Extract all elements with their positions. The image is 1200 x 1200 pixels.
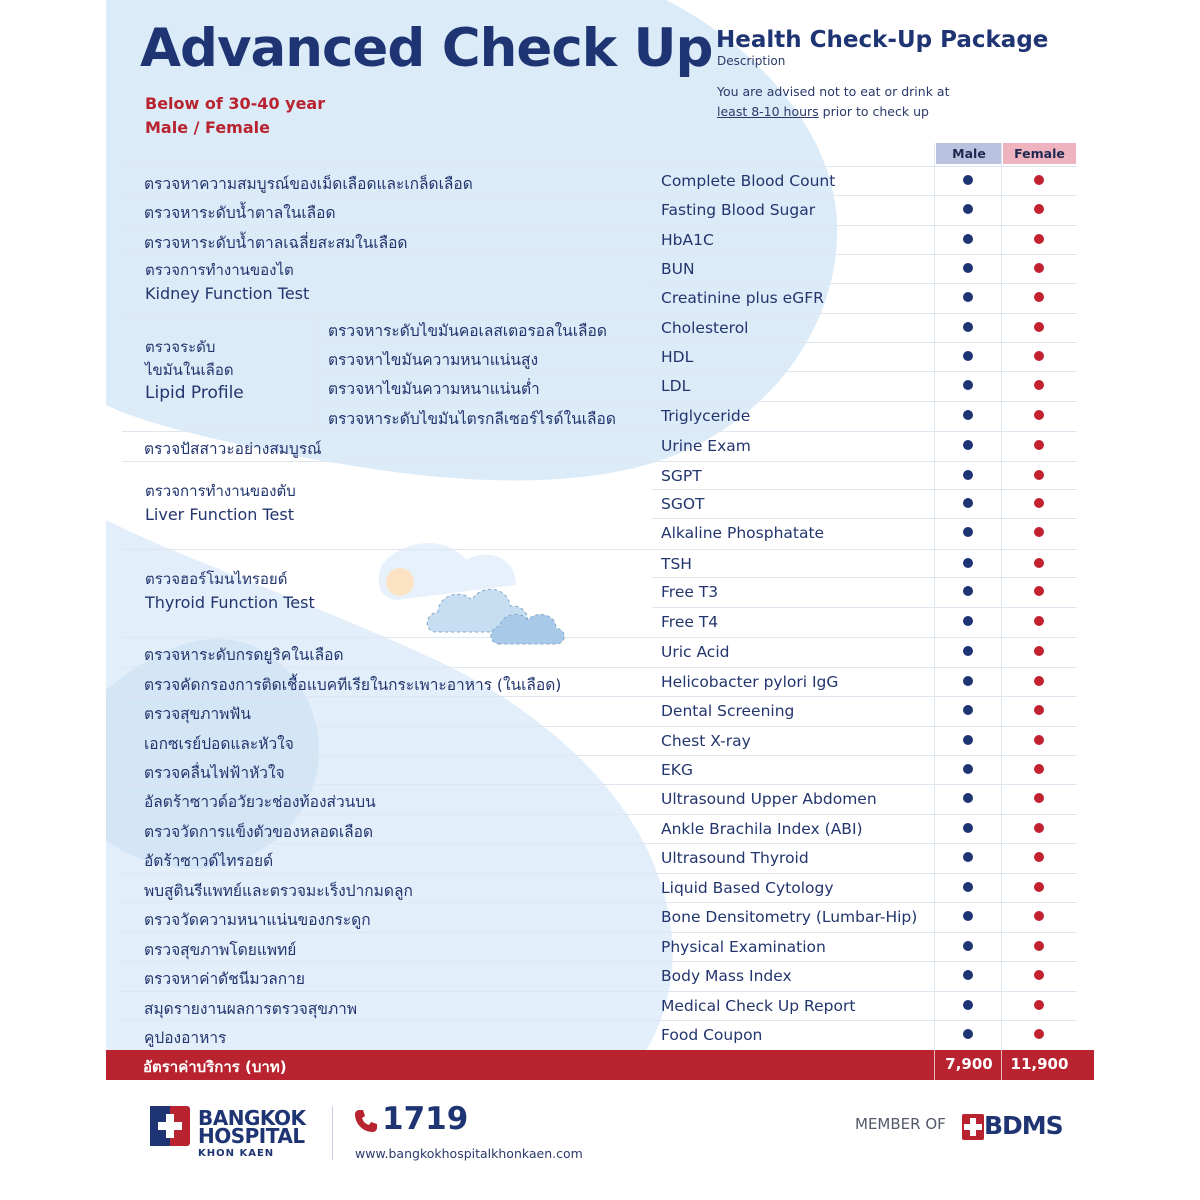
- test-name-english: Ultrasound Thyroid: [661, 849, 809, 868]
- male-included-dot: [963, 234, 973, 244]
- test-name-english: Chest X-ray: [661, 731, 751, 750]
- note-prefix: You are advised not to eat or drink at: [717, 84, 950, 99]
- footer-divider: [332, 1106, 333, 1160]
- female-included-dot: [1034, 380, 1044, 390]
- female-included-dot: [1034, 292, 1044, 302]
- price-male: 7,900: [945, 1055, 993, 1073]
- test-name-english: Alkaline Phosphatate: [661, 524, 825, 543]
- test-name-english: LDL: [661, 377, 691, 396]
- female-included-dot: [1034, 764, 1044, 774]
- test-name-thai: ตรวจหาค่าดัชนีมวลกาย: [144, 970, 305, 989]
- sex-label: Male / Female: [145, 118, 270, 137]
- female-included-dot: [1034, 970, 1044, 980]
- female-included-dot: [1034, 263, 1044, 273]
- group-lipid: [145, 336, 244, 405]
- male-included-dot: [963, 646, 973, 656]
- brand-branch: KHON KAEN: [198, 1148, 275, 1159]
- female-included-dot: [1034, 1000, 1044, 1010]
- bangkok-hospital-logo-icon: [150, 1106, 190, 1146]
- row-divider: [318, 342, 1077, 343]
- website-link[interactable]: www.bangkokhospitalkhonkaen.com: [355, 1146, 583, 1161]
- row-divider: [652, 518, 1077, 519]
- test-name-english: Ankle Brachila Index (ABI): [661, 819, 863, 838]
- row-divider: [652, 577, 1077, 578]
- male-included-dot: [963, 882, 973, 892]
- test-name-english: SGOT: [661, 494, 705, 513]
- test-name-thai: ตรวจหาระดับไขมันคอเลสเตอรอลในเลือด: [328, 322, 607, 341]
- note-underlined: least 8-10 hours: [717, 104, 819, 119]
- test-name-thai: ตรวจคลื่นไฟฟ้าหัวใจ: [144, 764, 285, 782]
- row-divider: [652, 489, 1077, 490]
- female-included-dot: [1034, 616, 1044, 626]
- sun-icon: [386, 568, 414, 596]
- female-included-dot: [1034, 527, 1044, 537]
- female-included-dot: [1034, 852, 1044, 862]
- female-included-dot: [1034, 175, 1044, 185]
- female-included-dot: [1034, 440, 1044, 450]
- male-included-dot: [963, 1029, 973, 1039]
- male-included-dot: [963, 970, 973, 980]
- cloud-illustration: [384, 562, 569, 652]
- column-divider: [1001, 143, 1002, 1050]
- brand-name-line1: BANGKOK: [198, 1106, 306, 1130]
- bdms-brand: BDMS: [984, 1111, 1063, 1140]
- test-name-thai: สมุดรายงานผลการตรวจสุขภาพ: [144, 999, 358, 1018]
- test-name-english: SGPT: [661, 466, 702, 485]
- test-name-english: Cholesterol: [661, 319, 749, 338]
- male-included-dot: [963, 204, 973, 214]
- male-included-dot: [963, 911, 973, 921]
- test-name-thai: ตรวจหาระดับกรดยูริคในเลือด: [144, 646, 344, 665]
- male-included-dot: [963, 676, 973, 686]
- female-included-dot: [1034, 1029, 1044, 1039]
- female-included-dot: [1034, 410, 1044, 420]
- lipid-divider: [318, 313, 319, 431]
- female-included-dot: [1034, 322, 1044, 332]
- test-name-thai: ตรวจหาไขมันความหนาแน่นสูง: [328, 350, 539, 369]
- male-included-dot: [963, 941, 973, 951]
- test-name-thai: ตรวจสุขภาพฟัน: [144, 705, 251, 724]
- test-name-english: Free T4: [661, 612, 719, 631]
- test-name-thai: ตรวจหาระดับน้ำตาลในเลือด: [144, 204, 336, 223]
- test-name-english: HbA1C: [661, 230, 714, 249]
- test-name-english: Liquid Based Cytology: [661, 878, 834, 897]
- male-included-dot: [963, 292, 973, 302]
- test-name-thai: ตรวจวัดความหนาแน่นของกระดูก: [144, 911, 371, 930]
- group-thyroid-thai: ตรวจฮอร์โมนไทรอยด์: [145, 570, 288, 588]
- male-included-dot: [963, 735, 973, 745]
- row-divider: [652, 607, 1077, 608]
- female-included-dot: [1034, 498, 1044, 508]
- test-name-english: Creatinine plus eGFR: [661, 288, 824, 307]
- test-name-thai: ตรวจสุขภาพโดยแพทย์: [144, 940, 297, 959]
- male-included-dot: [963, 616, 973, 626]
- package-title: Health Check-Up Package: [716, 27, 1049, 53]
- male-included-dot: [963, 764, 973, 774]
- male-included-dot: [963, 586, 973, 596]
- male-included-dot: [963, 440, 973, 450]
- male-column-header: Male: [936, 143, 1002, 164]
- phone-icon: [353, 1108, 379, 1134]
- bdms-logo-icon: [962, 1114, 984, 1140]
- member-of-label: MEMBER OF: [855, 1115, 946, 1133]
- male-included-dot: [963, 1000, 973, 1010]
- test-name-english: Food Coupon: [661, 1026, 763, 1045]
- test-name-thai: ตรวจหาความสมบูรณ์ของเม็ดเลือดและเกล็ดเลือด: [144, 175, 473, 193]
- row-divider: [318, 401, 1077, 402]
- brand-name-line2: HOSPITAL: [198, 1124, 305, 1148]
- test-name-english: Urine Exam: [661, 437, 751, 456]
- female-column-header: Female: [1003, 143, 1076, 164]
- column-divider: [934, 143, 935, 1050]
- male-included-dot: [963, 351, 973, 361]
- fasting-note: [717, 82, 1017, 122]
- test-name-thai: ตรวจหาระดับน้ำตาลเฉลี่ยสะสมในเลือด: [144, 233, 408, 252]
- female-included-dot: [1034, 705, 1044, 715]
- test-name-thai: พบสูตินรีแพทย์และตรวจมะเร็งปากมดลูก: [144, 881, 413, 900]
- test-name-thai: ตรวจคัดกรองการติดเชื้อแบคทีเรียในกระเพาะอาหาร (ในเลือด): [144, 675, 562, 694]
- female-included-dot: [1034, 676, 1044, 686]
- test-name-english: Free T3: [661, 583, 719, 602]
- group-kidney-thai: ตรวจการทำงานของไต: [145, 261, 294, 279]
- test-name-english: Helicobacter pylori IgG: [661, 672, 839, 691]
- test-name-english: Uric Acid: [661, 643, 730, 662]
- male-included-dot: [963, 527, 973, 537]
- test-name-english: EKG: [661, 761, 693, 779]
- male-included-dot: [963, 705, 973, 715]
- group-thyroid: [145, 568, 315, 614]
- test-name-thai: ตรวจวัดการแข็งตัวของหลอดเลือด: [144, 822, 374, 841]
- test-name-thai: ตรวจปัสสาวะอย่างสมบูรณ์: [144, 440, 322, 459]
- female-included-dot: [1034, 882, 1044, 892]
- female-included-dot: [1034, 911, 1044, 921]
- group-liver-thai: ตรวจการทำงานของตับ: [145, 482, 296, 500]
- note-suffix: prior to check up: [818, 104, 929, 119]
- female-included-dot: [1034, 735, 1044, 745]
- test-name-thai: คูปองอาหาร: [144, 1029, 227, 1048]
- test-name-english: Bone Densitometry (Lumbar-Hip): [661, 908, 918, 927]
- test-name-thai: ตรวจหาไขมันความหนาแน่นต่ำ: [328, 380, 540, 399]
- test-name-english: Body Mass Index: [661, 967, 792, 986]
- group-thyroid-eng: Thyroid Function Test: [145, 593, 315, 612]
- test-name-english: Ultrasound Upper Abdomen: [661, 790, 877, 809]
- female-included-dot: [1034, 470, 1044, 480]
- test-name-thai: อัตร้าซาวด์ไทรอยด์: [144, 852, 274, 871]
- male-included-dot: [963, 852, 973, 862]
- row-divider: [318, 371, 1077, 372]
- female-included-dot: [1034, 646, 1044, 656]
- test-name-thai: อัลตร้าซาวด์อวัยวะช่องท้องส่วนบน: [144, 793, 376, 812]
- female-included-dot: [1034, 823, 1044, 833]
- test-name-english: Medical Check Up Report: [661, 996, 856, 1015]
- female-included-dot: [1034, 351, 1044, 361]
- description-label: Description: [717, 54, 786, 68]
- female-included-dot: [1034, 586, 1044, 596]
- test-name-thai: เอกซเรย์ปอดและหัวใจ: [144, 734, 294, 753]
- male-included-dot: [963, 470, 973, 480]
- female-included-dot: [1034, 793, 1044, 803]
- female-included-dot: [1034, 558, 1044, 568]
- group-kidney-eng: Kidney Function Test: [145, 284, 310, 303]
- female-included-dot: [1034, 941, 1044, 951]
- male-included-dot: [963, 793, 973, 803]
- price-female: 11,900: [1010, 1055, 1069, 1073]
- page-title: Advanced Check Up: [140, 18, 713, 79]
- male-included-dot: [963, 322, 973, 332]
- test-name-english: BUN: [661, 260, 695, 279]
- female-included-dot: [1034, 204, 1044, 214]
- group-kidney: [145, 259, 309, 305]
- group-liver: [145, 480, 296, 526]
- age-range: Below of 30-40 year: [145, 94, 326, 113]
- test-name-english: Dental Screening: [661, 702, 795, 721]
- male-included-dot: [963, 498, 973, 508]
- group-lipid-eng: Lipid Profile: [145, 383, 244, 403]
- hotline-number[interactable]: 1719: [382, 1101, 469, 1137]
- price-divider: [934, 1050, 935, 1080]
- male-included-dot: [963, 823, 973, 833]
- female-included-dot: [1034, 234, 1044, 244]
- test-name-english: Physical Examination: [661, 937, 826, 956]
- row-divider: [652, 283, 1077, 284]
- male-included-dot: [963, 263, 973, 273]
- male-included-dot: [963, 380, 973, 390]
- group-liver-eng: Liver Function Test: [145, 505, 294, 524]
- test-name-english: TSH: [661, 554, 692, 573]
- test-name-thai: ตรวจหาระดับไขมันไตรกลีเซอร์ไรด์ในเลือด: [328, 409, 616, 428]
- test-name-english: Fasting Blood Sugar: [661, 201, 816, 220]
- group-lipid-thai2: ไขมันในเลือด: [145, 361, 234, 379]
- male-included-dot: [963, 410, 973, 420]
- male-included-dot: [963, 558, 973, 568]
- male-included-dot: [963, 175, 973, 185]
- group-lipid-thai1: ตรวจระดับ: [145, 338, 216, 356]
- price-label: อัตราค่าบริการ (บาท): [143, 1058, 287, 1076]
- test-name-english: HDL: [661, 347, 694, 366]
- test-name-english: Complete Blood Count: [661, 172, 836, 190]
- test-name-english: Triglyceride: [661, 406, 751, 425]
